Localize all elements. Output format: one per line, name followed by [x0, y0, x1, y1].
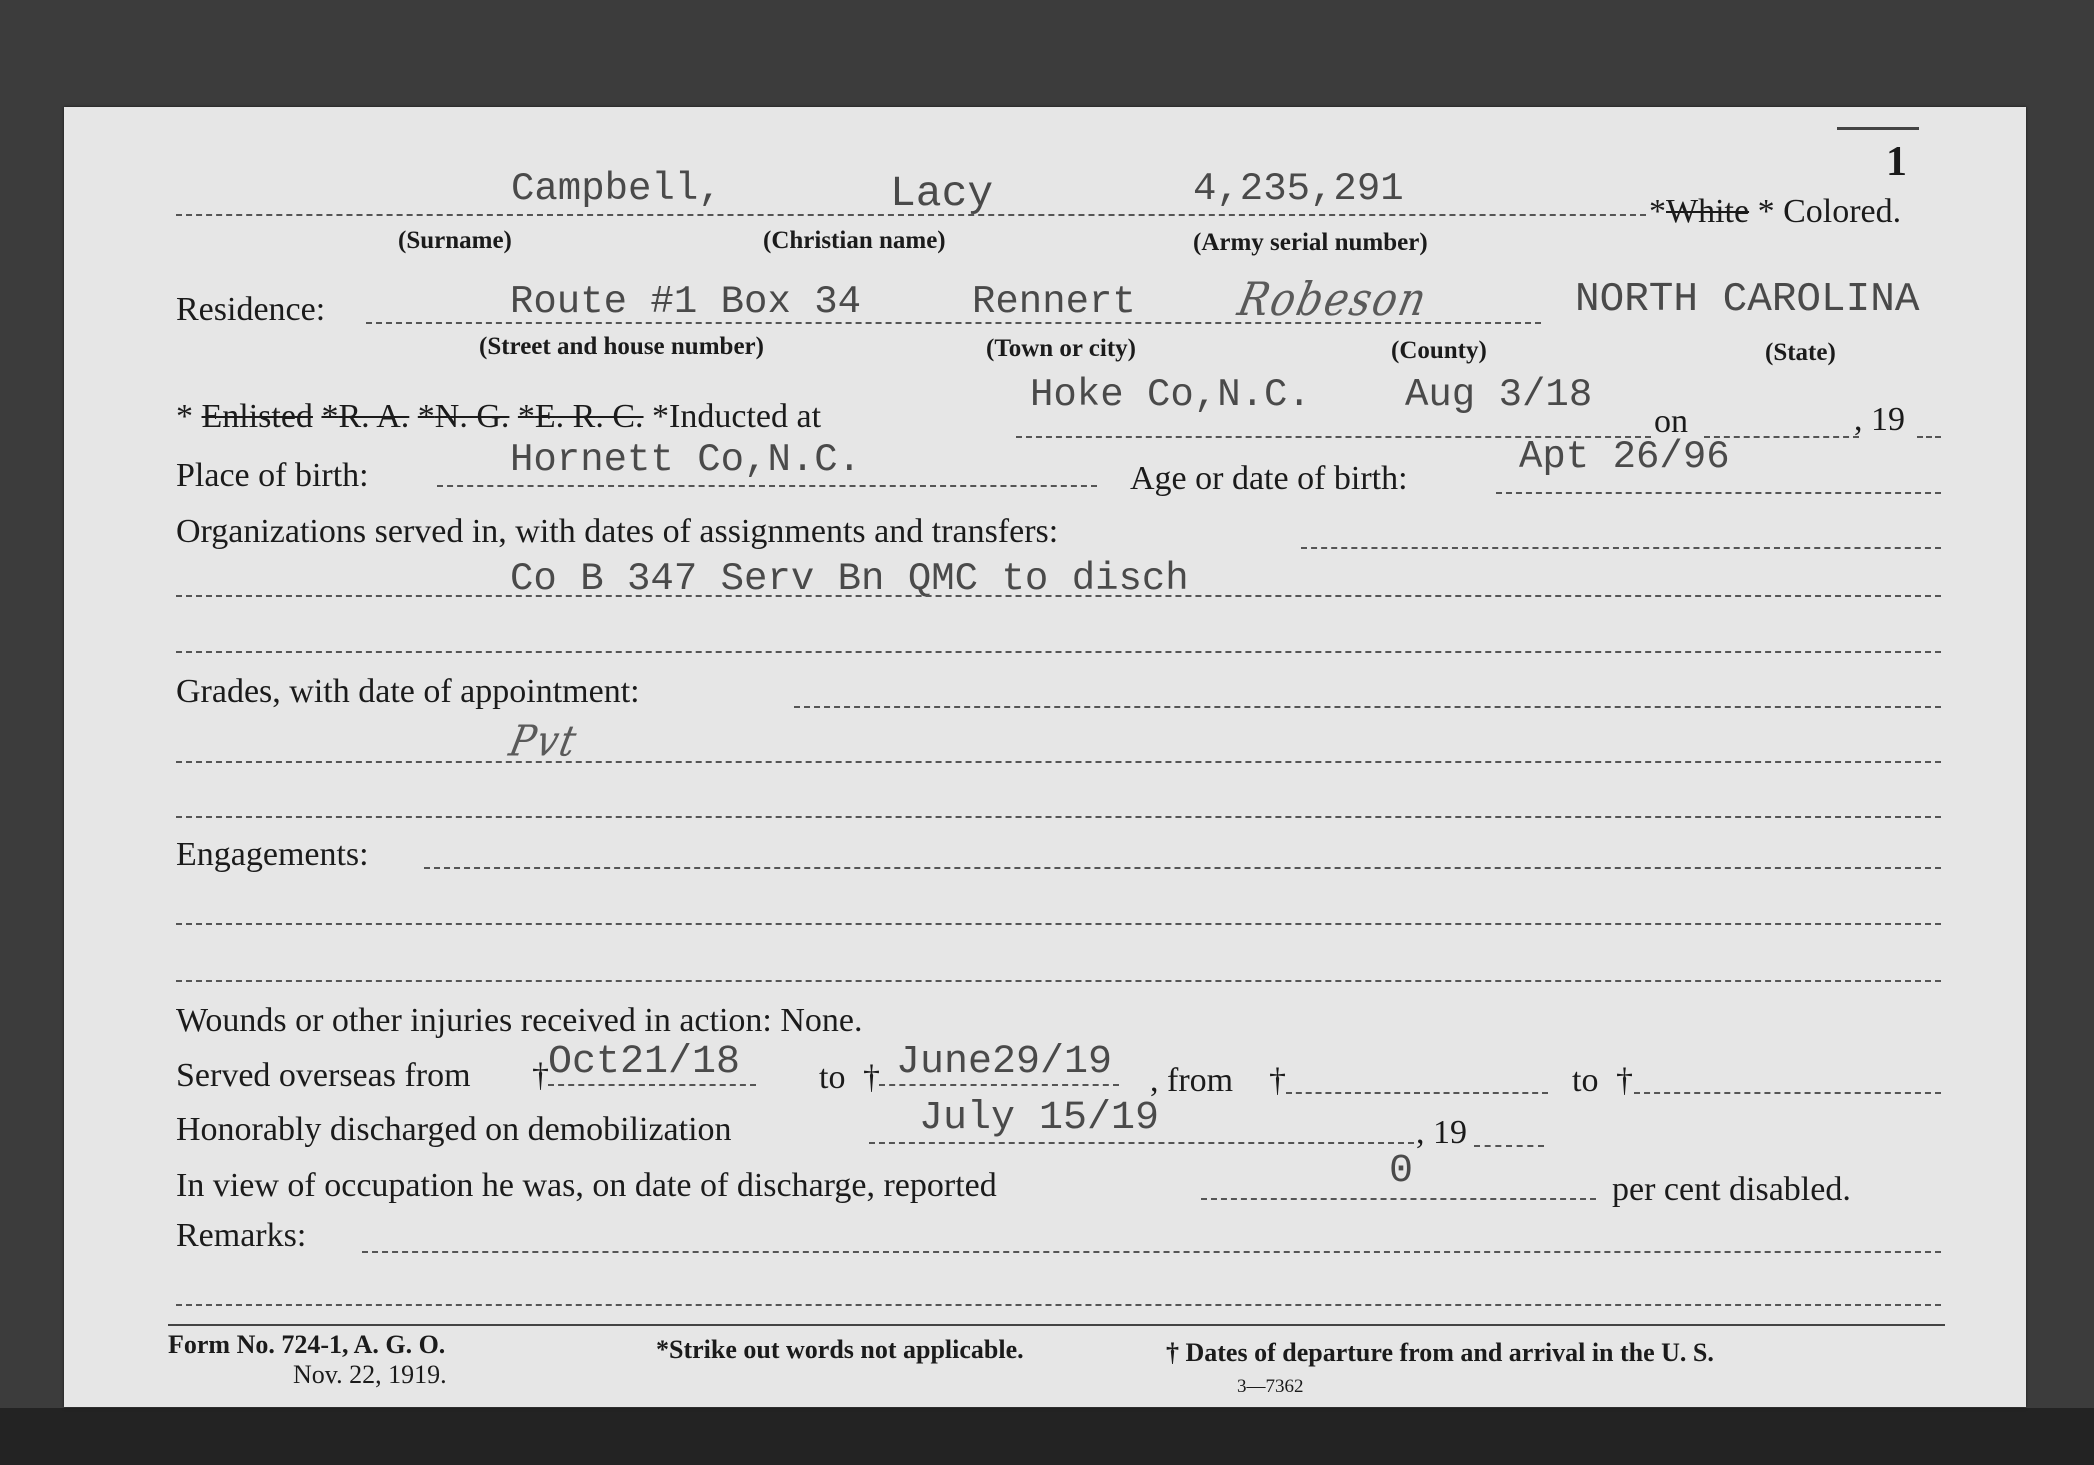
served-overseas-label: Served overseas from [176, 1057, 471, 1094]
ng-option: N. G. [434, 398, 510, 435]
date-of-birth-line [1496, 492, 1941, 494]
town-value: Rennert [972, 280, 1136, 324]
form-number: Form No. 724-1, A. G. O. [168, 1330, 446, 1359]
disability-label: In view of occupation he was, on date of discharge, reported [176, 1167, 997, 1204]
organizations-line-2 [176, 595, 1941, 597]
card-number: 1 [1886, 139, 1907, 185]
street-caption: (Street and house number) [479, 333, 764, 360]
overseas-to-value: June29/19 [896, 1040, 1113, 1085]
overseas-from-dagger: † [532, 1057, 549, 1094]
overseas-to2-line [1634, 1092, 1941, 1094]
discharge-year-line [1474, 1145, 1544, 1147]
county-caption: (County) [1391, 337, 1487, 364]
induction-year-label: , 19 [1854, 401, 1905, 438]
overseas-to-dagger: † [863, 1059, 880, 1096]
overseas-from-line [548, 1084, 756, 1086]
engagements-line-1 [424, 867, 1941, 869]
christian-name-caption: (Christian name) [763, 227, 946, 254]
on-label: on [1654, 403, 1688, 440]
induction-place-value: Hoke Co,N.C. [1030, 373, 1311, 417]
remarks-line-1 [362, 1251, 1941, 1253]
surname-value: Campbell, [511, 167, 722, 211]
footer-rule [168, 1324, 1945, 1326]
remarks-line-2 [176, 1304, 1941, 1306]
grades-line-1 [794, 706, 1941, 708]
date-of-birth-value: Apt 26/96 [1519, 435, 1730, 479]
discharge-year-label: , 19 [1416, 1114, 1467, 1151]
overseas-from2-label: , from [1150, 1062, 1234, 1099]
serial-number-value: 4,235,291 [1193, 167, 1404, 211]
place-of-birth-value: Hornett Co,N.C. [510, 438, 862, 482]
overseas-to2-dagger: † [1616, 1062, 1633, 1099]
engagements-line-2 [176, 923, 1941, 925]
print-code: 3—7362 [1237, 1376, 1304, 1397]
service-record-card [64, 107, 2026, 1407]
white-star: * [1649, 193, 1666, 230]
overseas-from-value: Oct21/18 [548, 1040, 741, 1085]
white-colored-options [1649, 195, 1901, 229]
organizations-line-1 [1301, 547, 1941, 549]
remarks-label: Remarks: [176, 1217, 307, 1254]
ra-option: R. A. [338, 398, 410, 435]
engagements-label: Engagements: [176, 836, 369, 873]
dagger-note: † Dates of departure from and arrival in the U. S. [1166, 1338, 1714, 1367]
disability-percent-value: 0 [1389, 1149, 1414, 1194]
surname-caption: (Surname) [398, 227, 512, 254]
form-date: Nov. 22, 1919. [293, 1360, 447, 1389]
street-value: Route #1 Box 34 [510, 280, 862, 324]
overseas-to-line [879, 1084, 1119, 1086]
christian-name-value: Lacy [890, 169, 994, 218]
erc-option: E. R. C. [534, 398, 644, 435]
induction-year-line [1917, 436, 1941, 438]
discharge-date-value: July 15/19 [919, 1096, 1160, 1141]
inducted-at-label: *Inducted at [652, 398, 822, 435]
grades-line-3 [176, 816, 1941, 818]
overseas-from2-dagger: † [1269, 1062, 1286, 1099]
engagements-line-3 [176, 980, 1941, 982]
white-option: White [1666, 193, 1750, 230]
residence-label: Residence: [176, 291, 326, 328]
strike-out-note: *Strike out words not applicable. [656, 1335, 1024, 1364]
disability-line [1201, 1198, 1596, 1200]
disability-suffix: per cent disabled. [1612, 1171, 1851, 1208]
enlisted-option: Enlisted [201, 398, 313, 435]
wounds-value: None. [780, 1002, 863, 1039]
date-of-birth-label: Age or date of birth: [1130, 460, 1408, 497]
grades-line-2 [176, 761, 1941, 763]
organizations-entry: Co B 347 Serv Bn QMC to disch [510, 557, 1189, 601]
overseas-to-label: to [819, 1059, 846, 1096]
place-of-birth-line [437, 485, 1097, 487]
wounds-label: Wounds or other injuries received in action: None. [176, 1002, 863, 1039]
name-line [176, 214, 1646, 216]
organizations-line-3 [176, 651, 1941, 653]
organizations-label: Organizations served in, with dates of assignments and transfers: [176, 513, 1059, 550]
state-caption: (State) [1765, 339, 1836, 366]
induction-date-value: Aug 3/18 [1405, 373, 1593, 417]
discharge-date-line [869, 1142, 1414, 1144]
colored-option: * Colored. [1757, 193, 1902, 230]
overseas-from2-line [1286, 1092, 1548, 1094]
grades-entry: Pvt [505, 716, 583, 766]
grades-label: Grades, with date of appointment: [176, 673, 640, 710]
top-right-rule [1837, 127, 1919, 130]
place-of-birth-label: Place of birth: [176, 457, 369, 494]
background-strip [0, 1408, 2094, 1465]
overseas-to2-label: to [1572, 1062, 1599, 1099]
serial-number-caption: (Army serial number) [1193, 229, 1428, 256]
enlistment-options: * Enlisted *R. A. *N. G. *E. R. C. *Inducted at [176, 398, 822, 435]
county-value: Robeson [1233, 273, 1433, 327]
discharge-label: Honorably discharged on demobilization [176, 1111, 732, 1148]
state-value: NORTH CAROLINA [1575, 277, 1920, 323]
town-caption: (Town or city) [986, 335, 1136, 362]
